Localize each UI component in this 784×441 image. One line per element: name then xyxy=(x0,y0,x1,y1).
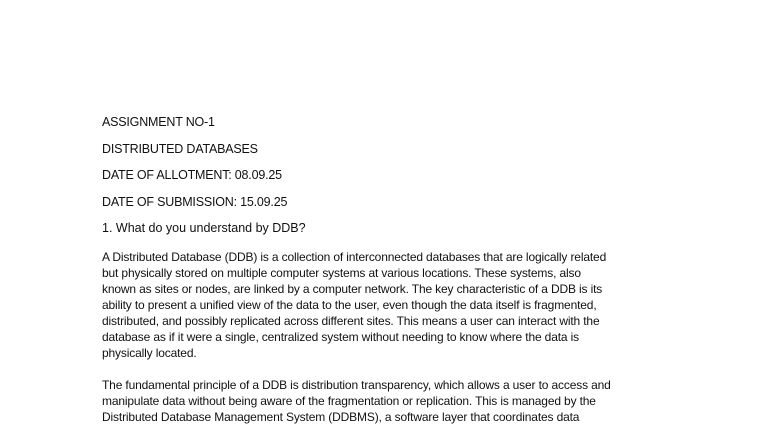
answer-paragraph-2 xyxy=(102,377,684,425)
assignment-number: ASSIGNMENT NO-1 xyxy=(102,115,215,129)
question-heading: 1. What do you understand by DDB? xyxy=(102,221,306,235)
paragraph-line: The fundamental principle of a DDB is distribution transparency, which allows a user to access and xyxy=(102,378,611,392)
paragraph-line: A Distributed Database (DDB) is a collection of interconnected databases that are logically related xyxy=(102,250,607,264)
paragraph-line: database as if it were a single, centralized system without needing to know where the data is xyxy=(102,330,579,344)
paragraph-line: ability to present a unified view of the data to the user, even though the data itself is fragmented, xyxy=(102,298,597,312)
subject-title: DISTRIBUTED DATABASES xyxy=(102,141,258,156)
paragraph-line: Distributed Database Management System (DDBMS), a software layer that coordinates data xyxy=(102,410,580,424)
answer-paragraph-1 xyxy=(102,249,684,361)
paragraph-line: physically located. xyxy=(102,346,197,360)
document-body xyxy=(102,113,684,441)
submission-date: DATE OF SUBMISSION: 15.09.25 xyxy=(102,194,288,209)
paragraph-line: distributed, and possibly replicated across different sites. This means a user can interact with the xyxy=(102,314,600,328)
paragraph-line: manipulate data without being aware of the fragmentation or replication. This is managed by the xyxy=(102,394,596,408)
allotment-date: DATE OF ALLOTMENT: 08.09.25 xyxy=(102,168,282,182)
paragraph-line: known as sites or nodes, are linked by a computer network. The key characteristic of a DDB is its xyxy=(102,282,603,296)
paragraph-line: but physically stored on multiple computer systems at various locations. These systems, also xyxy=(102,266,581,280)
